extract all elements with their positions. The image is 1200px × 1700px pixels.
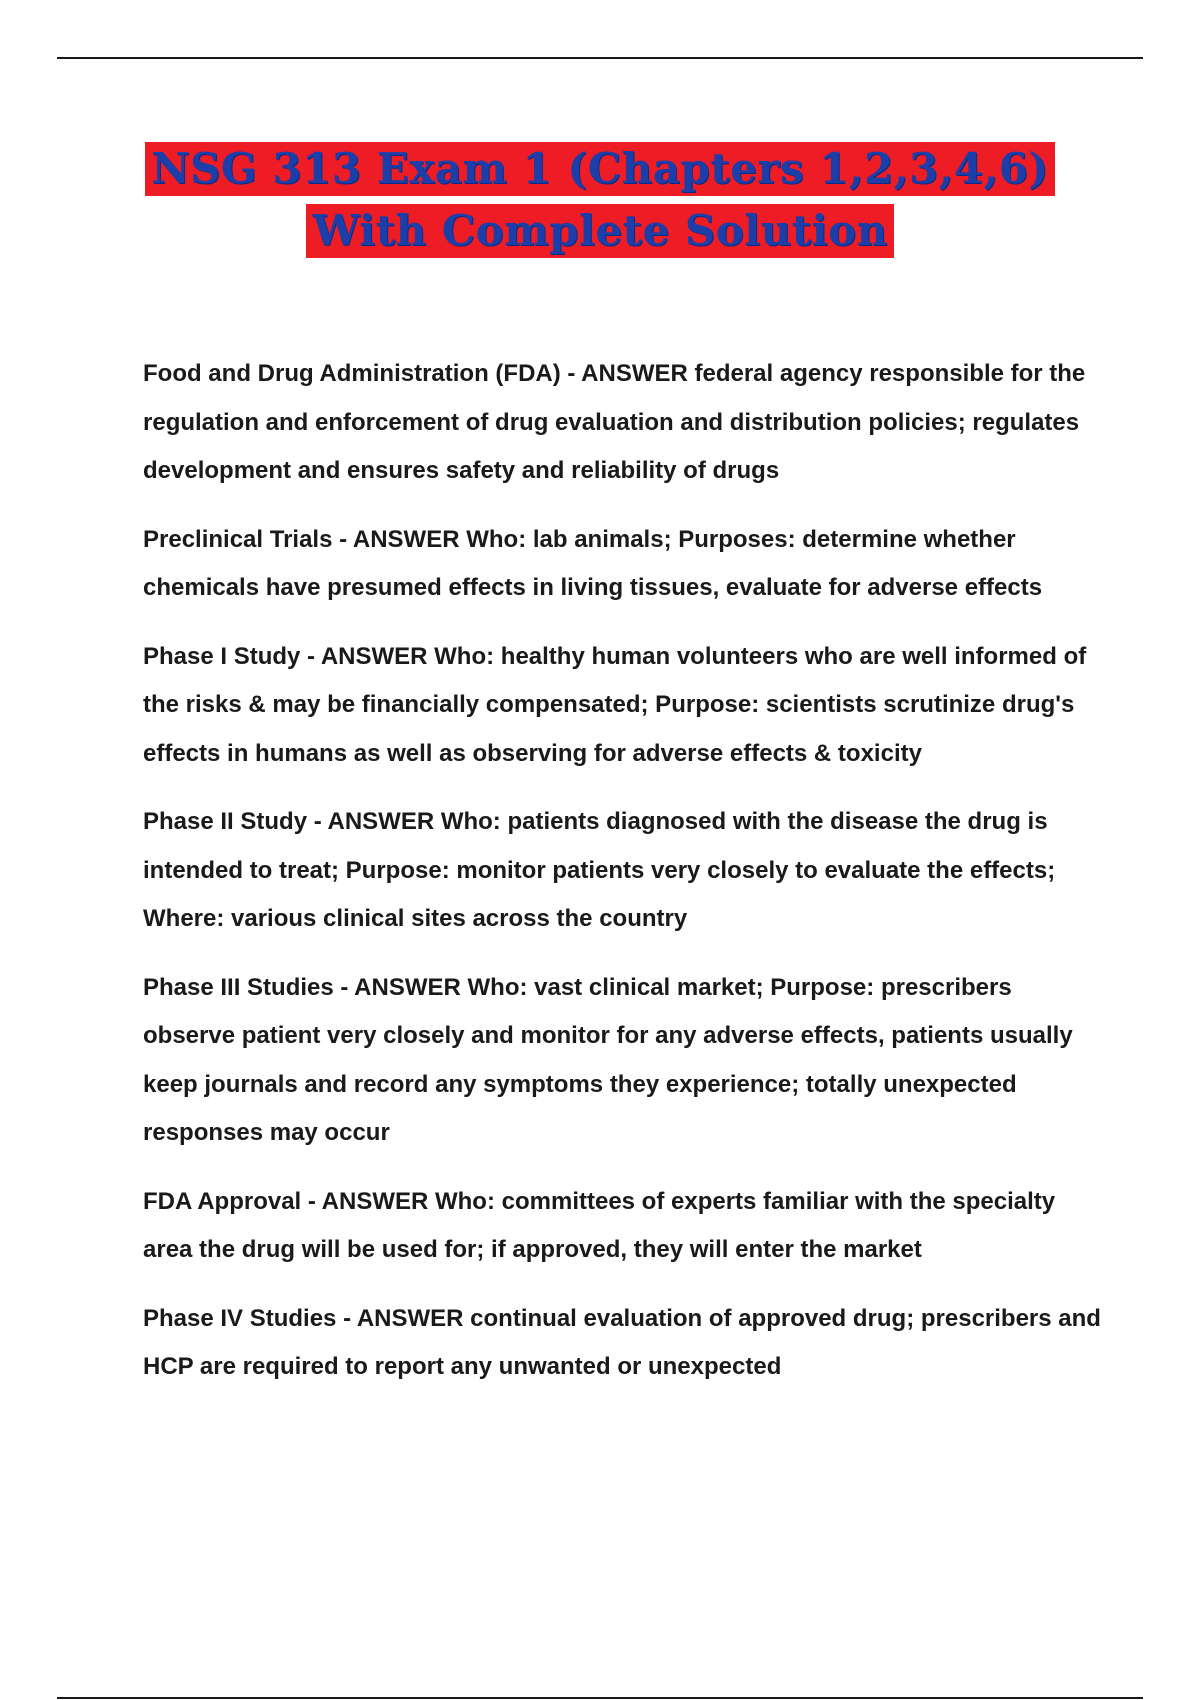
document-title: [0, 142, 1200, 258]
qa-entry-fda-approval: FDA Approval - ANSWER Who: committees of experts familiar with the specialty area the drug will be used for; if approved, they will enter the market: [143, 1187, 1056, 1263]
qa-entry-preclinical-trials: Preclinical Trials - ANSWER Who: lab animals; Purposes: determine whether chemicals have presumed effects in living tissues, evaluate for adverse effects: [143, 525, 1043, 601]
qa-entry-phase-4: Phase IV Studies - ANSWER continual evaluation of approved drug; prescribers and HCP are required to report any unwanted or unexpected: [143, 1304, 1101, 1380]
qa-entry-phase-3: Phase III Studies - ANSWER Who: vast clinical market; Purpose: prescribers observe patient very closely and monitor for any adverse effects, patients usually keep journals and record any symptoms they experience; totally unexpected responses may occur: [143, 973, 1073, 1146]
qa-entry-phase-2: Phase II Study - ANSWER Who: patients diagnosed with the disease the drug is intended to treat; Purpose: monitor patients very closely to evaluate the effects; Where: various clinical sites across the country: [143, 808, 1056, 932]
qa-entry-fda: Food and Drug Administration (FDA) - ANSWER federal agency responsible for the regulation and enforcement of drug evaluation and distribution policies; regulates development and ensures safety and reliability of drugs: [143, 360, 1086, 484]
title-line-1: NSG 313 Exam 1 (Chapters 1,2,3,4,6): [145, 142, 1055, 196]
qa-entry-phase-1: Phase I Study - ANSWER Who: healthy human volunteers who are well informed of the risks & may be financially compensated; Purpose: scientists scrutinize drug's effects in humans as well as observing for adverse effects & toxicity: [143, 642, 1087, 767]
qa-list: [143, 350, 1103, 1412]
top-rule: [57, 57, 1143, 59]
bottom-rule: [57, 1697, 1143, 1699]
title-line-2: With Complete Solution: [306, 204, 893, 258]
